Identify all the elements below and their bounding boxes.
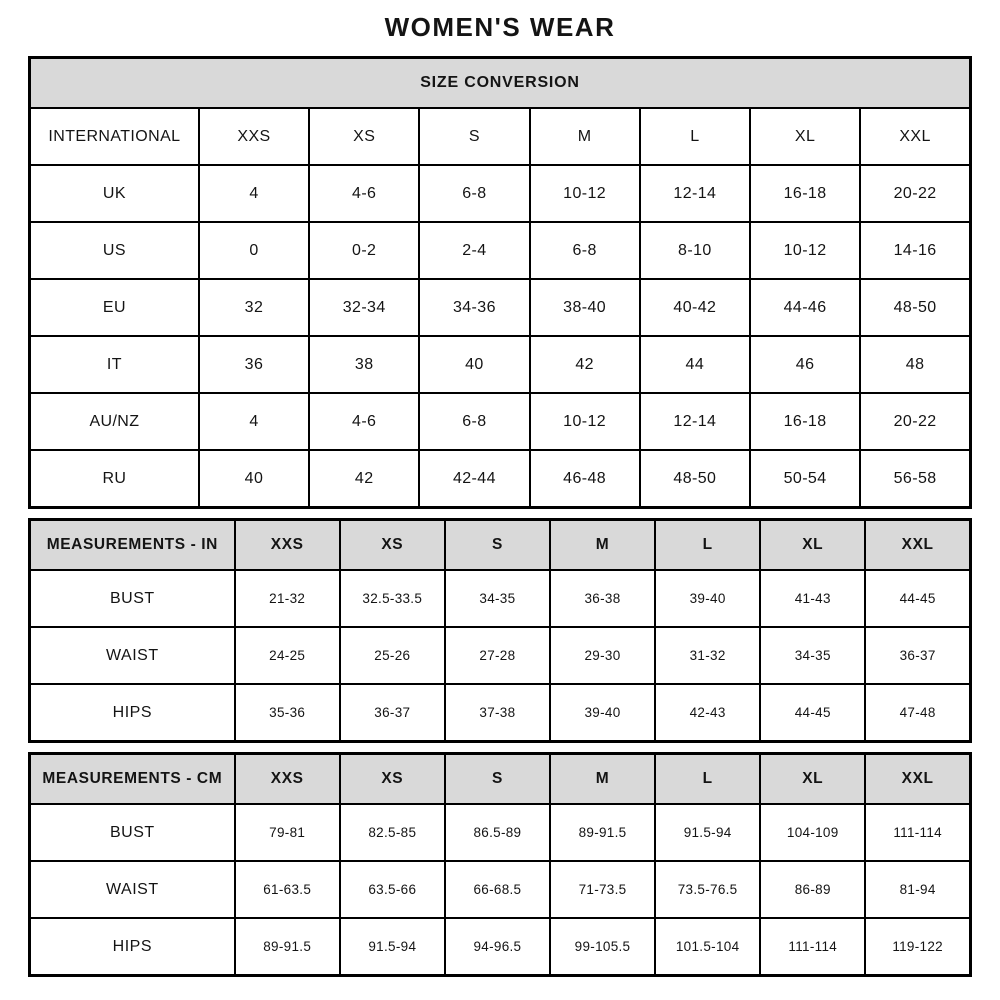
column-header: L bbox=[655, 520, 760, 571]
cell: 36-38 bbox=[550, 570, 655, 627]
cell: 42-43 bbox=[655, 684, 760, 742]
measurements-in-table bbox=[28, 518, 972, 743]
row-label: BUST bbox=[30, 804, 235, 861]
table-row bbox=[30, 918, 971, 976]
row-label: RU bbox=[30, 450, 199, 508]
column-header: M bbox=[550, 754, 655, 805]
cell: 36-37 bbox=[340, 684, 445, 742]
table-title-row bbox=[30, 58, 971, 109]
cell: 56-58 bbox=[860, 450, 970, 508]
table-row bbox=[30, 570, 971, 627]
column-header: MEASUREMENTS - IN bbox=[30, 520, 235, 571]
cell: 10-12 bbox=[530, 165, 640, 222]
cell: 44-45 bbox=[760, 684, 865, 742]
cell: 34-35 bbox=[445, 570, 550, 627]
row-label: AU/NZ bbox=[30, 393, 199, 450]
cell: 8-10 bbox=[640, 222, 750, 279]
column-header: S bbox=[445, 754, 550, 805]
cell: 91.5-94 bbox=[655, 804, 760, 861]
table-row bbox=[30, 222, 971, 279]
cell: 38 bbox=[309, 336, 419, 393]
cell: 4 bbox=[199, 165, 309, 222]
table-row bbox=[30, 165, 971, 222]
column-header: XS bbox=[340, 520, 445, 571]
table-row bbox=[30, 336, 971, 393]
cell: 37-38 bbox=[445, 684, 550, 742]
cell: 4-6 bbox=[309, 393, 419, 450]
cell: 82.5-85 bbox=[340, 804, 445, 861]
cell: 35-36 bbox=[235, 684, 340, 742]
cell: 42 bbox=[530, 336, 640, 393]
row-label: EU bbox=[30, 279, 199, 336]
cell: 6-8 bbox=[419, 165, 529, 222]
cell: 41-43 bbox=[760, 570, 865, 627]
cell: 101.5-104 bbox=[655, 918, 760, 976]
column-header: XL bbox=[760, 520, 865, 571]
measurements-cm-table bbox=[28, 752, 972, 977]
header-row bbox=[30, 754, 971, 805]
cell: 36-37 bbox=[865, 627, 970, 684]
cell: 25-26 bbox=[340, 627, 445, 684]
cell: 16-18 bbox=[750, 165, 860, 222]
cell: 71-73.5 bbox=[550, 861, 655, 918]
cell: 42 bbox=[309, 450, 419, 508]
cell: 27-28 bbox=[445, 627, 550, 684]
cell: 12-14 bbox=[640, 393, 750, 450]
column-header: XXL bbox=[860, 108, 970, 165]
cell: 63.5-66 bbox=[340, 861, 445, 918]
cell: 12-14 bbox=[640, 165, 750, 222]
row-label: UK bbox=[30, 165, 199, 222]
table-row bbox=[30, 627, 971, 684]
column-header: XXL bbox=[865, 754, 970, 805]
cell: 40 bbox=[419, 336, 529, 393]
cell: 0 bbox=[199, 222, 309, 279]
cell: 6-8 bbox=[419, 393, 529, 450]
cell: 48-50 bbox=[860, 279, 970, 336]
cell: 94-96.5 bbox=[445, 918, 550, 976]
table-row bbox=[30, 804, 971, 861]
cell: 20-22 bbox=[860, 393, 970, 450]
header-row bbox=[30, 108, 971, 165]
column-header: XS bbox=[340, 754, 445, 805]
cell: 111-114 bbox=[865, 804, 970, 861]
row-label: WAIST bbox=[30, 627, 235, 684]
cell: 91.5-94 bbox=[340, 918, 445, 976]
column-header: XXS bbox=[199, 108, 309, 165]
cell: 79-81 bbox=[235, 804, 340, 861]
row-label: WAIST bbox=[30, 861, 235, 918]
column-header: INTERNATIONAL bbox=[30, 108, 199, 165]
cell: 0-2 bbox=[309, 222, 419, 279]
table-row bbox=[30, 393, 971, 450]
cell: 39-40 bbox=[655, 570, 760, 627]
cell: 89-91.5 bbox=[235, 918, 340, 976]
column-header: M bbox=[530, 108, 640, 165]
cell: 29-30 bbox=[550, 627, 655, 684]
cell: 39-40 bbox=[550, 684, 655, 742]
cell: 34-35 bbox=[760, 627, 865, 684]
cell: 32.5-33.5 bbox=[340, 570, 445, 627]
cell: 44-45 bbox=[865, 570, 970, 627]
cell: 99-105.5 bbox=[550, 918, 655, 976]
cell: 10-12 bbox=[750, 222, 860, 279]
cell: 2-4 bbox=[419, 222, 529, 279]
row-label: HIPS bbox=[30, 684, 235, 742]
cell: 46 bbox=[750, 336, 860, 393]
cell: 89-91.5 bbox=[550, 804, 655, 861]
cell: 24-25 bbox=[235, 627, 340, 684]
row-label: HIPS bbox=[30, 918, 235, 976]
cell: 4 bbox=[199, 393, 309, 450]
cell: 16-18 bbox=[750, 393, 860, 450]
cell: 50-54 bbox=[750, 450, 860, 508]
row-label: US bbox=[30, 222, 199, 279]
column-header: S bbox=[419, 108, 529, 165]
cell: 111-114 bbox=[760, 918, 865, 976]
cell: 21-32 bbox=[235, 570, 340, 627]
cell: 81-94 bbox=[865, 861, 970, 918]
cell: 48-50 bbox=[640, 450, 750, 508]
page-title: WOMEN'S WEAR bbox=[384, 12, 616, 42]
column-header: XL bbox=[750, 108, 860, 165]
cell: 73.5-76.5 bbox=[655, 861, 760, 918]
column-header: MEASUREMENTS - CM bbox=[30, 754, 235, 805]
cell: 44-46 bbox=[750, 279, 860, 336]
cell: 31-32 bbox=[655, 627, 760, 684]
cell: 48 bbox=[860, 336, 970, 393]
cell: 66-68.5 bbox=[445, 861, 550, 918]
cell: 38-40 bbox=[530, 279, 640, 336]
cell: 32-34 bbox=[309, 279, 419, 336]
column-header: XL bbox=[760, 754, 865, 805]
cell: 47-48 bbox=[865, 684, 970, 742]
cell: 34-36 bbox=[419, 279, 529, 336]
cell: 36 bbox=[199, 336, 309, 393]
table-title: SIZE CONVERSION bbox=[30, 58, 971, 109]
cell: 42-44 bbox=[419, 450, 529, 508]
cell: 61-63.5 bbox=[235, 861, 340, 918]
column-header: XXL bbox=[865, 520, 970, 571]
cell: 4-6 bbox=[309, 165, 419, 222]
column-header: L bbox=[640, 108, 750, 165]
cell: 40-42 bbox=[640, 279, 750, 336]
table-row bbox=[30, 279, 971, 336]
row-label: BUST bbox=[30, 570, 235, 627]
cell: 119-122 bbox=[865, 918, 970, 976]
table-row bbox=[30, 861, 971, 918]
cell: 40 bbox=[199, 450, 309, 508]
column-header: XXS bbox=[235, 754, 340, 805]
cell: 86-89 bbox=[760, 861, 865, 918]
column-header: L bbox=[655, 754, 760, 805]
cell: 14-16 bbox=[860, 222, 970, 279]
column-header: M bbox=[550, 520, 655, 571]
size-conversion-table bbox=[28, 56, 972, 509]
cell: 44 bbox=[640, 336, 750, 393]
cell: 104-109 bbox=[760, 804, 865, 861]
header-row bbox=[30, 520, 971, 571]
column-header: XXS bbox=[235, 520, 340, 571]
column-header: XS bbox=[309, 108, 419, 165]
row-label: IT bbox=[30, 336, 199, 393]
cell: 86.5-89 bbox=[445, 804, 550, 861]
cell: 6-8 bbox=[530, 222, 640, 279]
column-header: S bbox=[445, 520, 550, 571]
cell: 20-22 bbox=[860, 165, 970, 222]
table-row bbox=[30, 450, 971, 508]
cell: 46-48 bbox=[530, 450, 640, 508]
cell: 10-12 bbox=[530, 393, 640, 450]
table-row bbox=[30, 684, 971, 742]
cell: 32 bbox=[199, 279, 309, 336]
